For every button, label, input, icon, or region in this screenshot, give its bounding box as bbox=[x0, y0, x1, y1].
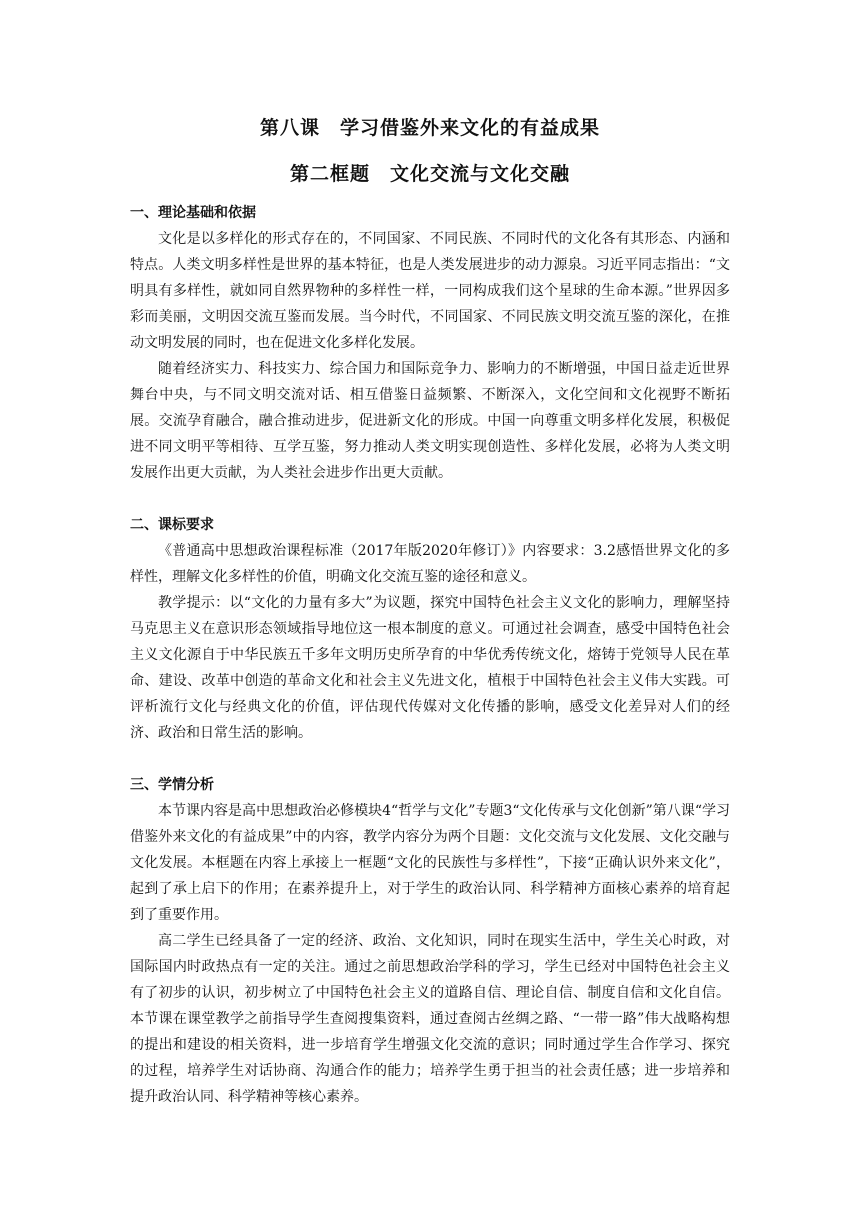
frame-number: 第二框题 bbox=[289, 163, 370, 185]
frame-title-text: 文化交流与文化交融 bbox=[390, 163, 571, 185]
frame-title bbox=[0, 159, 860, 186]
paragraph: 高二学生已经具备了一定的经济、政治、文化知识，同时在现实生活中，学生关心时政，对国际国内时政热点有一定的关注。通过之前思想政治学科的学习，学生已经对中国特色社会主义有了初步的认识，初步树立了中国特色社会主义的道路自信、理论自信、制度自信和文化自信。本节课在课堂教学之前指导学生查阅搜集资料，通过查阅古丝绸之路、“一带一路”伟大战略构想的提出和建设的相关资料，进一步培育学生增强文化交流的意识；同时通过学生合作学习、探究的过程，培养学生对话协商、沟通合作的能力；培养学生勇于担当的社会责任感；进一步培养和提升政治认同、科学精神等核心素养。 bbox=[130, 933, 730, 1105]
lesson-title-text: 学习借鉴外来文化的有益成果 bbox=[340, 117, 601, 139]
section-theory bbox=[130, 200, 730, 486]
paragraph: 《普通高中思想政治课程标准（2017年版2020年修订）》内容要求：3.2感悟世界文化的多样性，理解文化多样性的价值，明确文化交流互鉴的途径和意义。 bbox=[130, 543, 730, 585]
paragraph: 教学提示：以“文化的力量有多大”为议题，探究中国特色社会主义文化的影响力，理解坚持马克思主义在意识形态领域指导地位这一根本制度的意义。可通过社会调查，感受中国特色社会主义文化源自于中华民族五千多年文明历史所孕育的中华优秀传统文化，熔铸于党领导人民在革命、建设、改革中创造的革命文化和社会主义先进文化，植根于中国特色社会主义伟大实践。可评析流行文化与经典文化的价值，评估现代传媒对文化传播的影响，感受文化差异对人们的经济、政治和日常生活的影响。 bbox=[130, 595, 730, 741]
section-heading: 二、课标要求 bbox=[130, 517, 214, 533]
lesson-title bbox=[0, 113, 860, 140]
paragraph: 随着经济实力、科技实力、综合国力和国际竞争力、影响力的不断增强，中国日益走近世界舞台中央，与不同文明交流对话、相互借鉴日益频繁、不断深入，文化空间和文化视野不断拓展。交流孕育融合，融合推动进步，促进新文化的形成。中国一向尊重文明多样化发展，积极促进不同文明平等相待、互学互鉴，努力推动人类文明实现创造性、多样化发展，必将为人类文明发展作出更大贡献，为人类社会进步作出更大贡献。 bbox=[130, 361, 730, 481]
section-curriculum bbox=[130, 512, 730, 746]
section-heading: 一、理论基础和依据 bbox=[130, 205, 256, 221]
paragraph: 文化是以多样化的形式存在的，不同国家、不同民族、不同时代的文化各有其形态、内涵和特点。人类文明多样性是世界的基本特征，也是人类发展进步的动力源泉。习近平同志指出：“文明具有多样性，就如同自然界物种的多样性一样，一同构成我们这个星球的生命本源。”世界因多彩而美丽，文明因交流互鉴而发展。当今时代，不同国家、不同民族文明交流互鉴的深化，在推动文明发展的同时，也在促进文化多样化发展。 bbox=[130, 231, 730, 351]
paragraph: 本节课内容是高中思想政治必修模块4“哲学与文化”专题3“文化传承与文化创新”第八课“学习借鉴外来文化的有益成果”中的内容，教学内容分为两个目题：文化交流与文化发展、文化交融与文化发展。本框题在内容上承接上一框题“文化的民族性与多样性”，下接“正确认识外来文化”，起到了承上启下的作用；在素养提升上，对于学生的政治认同、科学精神方面核心素养的培育起到了重要作用。 bbox=[130, 803, 730, 923]
section-heading: 三、学情分析 bbox=[130, 777, 214, 793]
section-student-analysis bbox=[130, 772, 730, 1110]
lesson-number: 第八课 bbox=[259, 117, 320, 139]
document-body bbox=[130, 200, 730, 1136]
